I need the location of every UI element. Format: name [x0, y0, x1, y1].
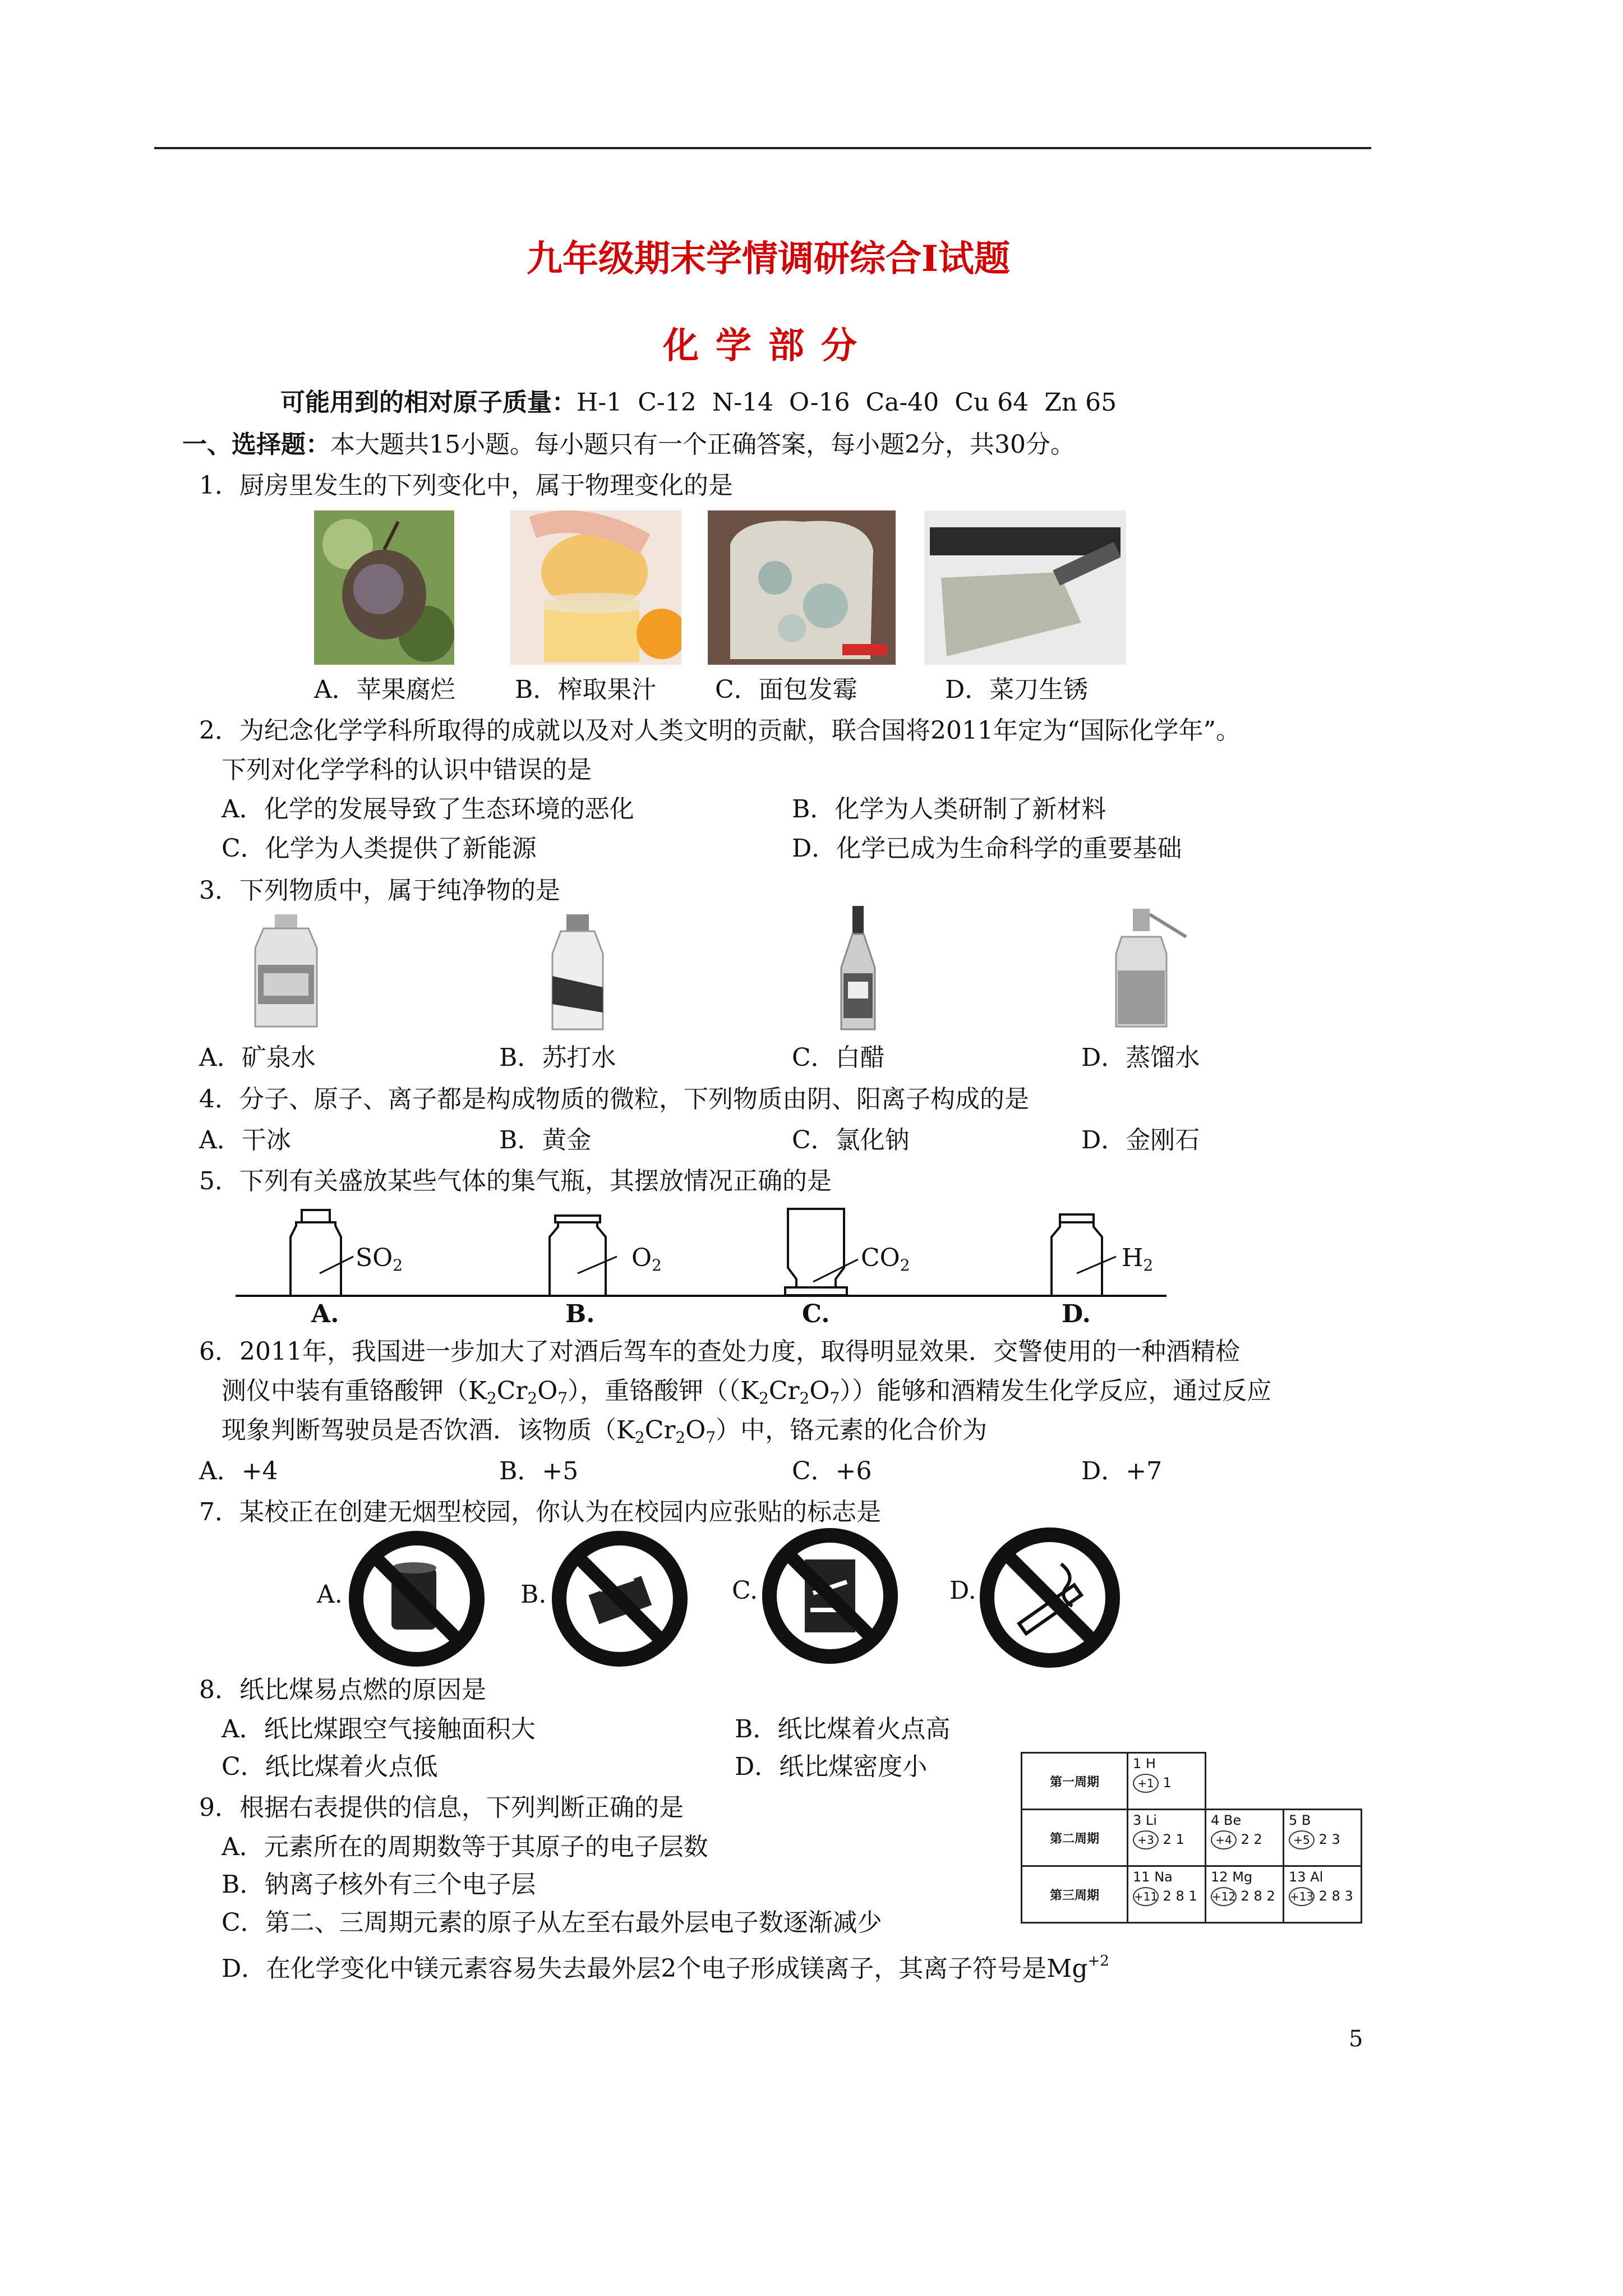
element-cell-be — [1206, 1810, 1284, 1866]
q6-sub: 7 — [829, 1389, 840, 1407]
q6-text: Cr — [644, 1416, 676, 1444]
no-littering-sign-icon — [760, 1526, 900, 1666]
q5-gas-d — [1122, 1243, 1153, 1281]
electron-shells: 2 2 — [1241, 1832, 1262, 1847]
atom-structure-icon: +1 — [1133, 1774, 1159, 1793]
electron-shells: 2 8 3 — [1318, 1888, 1353, 1904]
rotten-apple-image — [314, 510, 454, 665]
gas-b-formula: O — [631, 1244, 652, 1272]
juicer-icon — [510, 510, 681, 665]
q6-option-a: A．+4 — [199, 1457, 278, 1485]
q1-option-c: C．面包发霉 — [715, 675, 857, 704]
period-label: 第二周期 — [1022, 1810, 1128, 1866]
section-desc: 本大题共15小题。每小题只有一个正确答案，每小题2分，共30分。 — [330, 430, 1075, 459]
element-symbol: Al — [1310, 1869, 1324, 1885]
q6-option-b: B．+5 — [499, 1457, 579, 1485]
period-label: 第一周期 — [1022, 1753, 1128, 1810]
gas-c-formula: CO — [861, 1244, 900, 1272]
q5-label-d: D. — [1062, 1300, 1091, 1328]
q9-option-d-superscript: +2 — [1087, 1953, 1109, 1970]
atomic-mass-label: 可能用到的相对原子质量： — [280, 388, 577, 417]
q4-option-c: C．氯化钠 — [792, 1126, 910, 1154]
atom-structure-icon: +13 — [1289, 1887, 1315, 1906]
q6-sub: 2 — [675, 1428, 686, 1447]
element-cell-h — [1128, 1753, 1206, 1810]
q6-sub: 7 — [706, 1428, 716, 1447]
element-cell-al — [1284, 1866, 1362, 1923]
period-row-3 — [1022, 1866, 1362, 1923]
element-symbol: H — [1145, 1756, 1156, 1772]
mineral-water-bottle-icon — [247, 914, 325, 1032]
q7-label-c: C. — [732, 1576, 758, 1605]
bottle-a-upright-icon — [291, 1210, 353, 1296]
bottle-d-upright-icon — [1052, 1214, 1116, 1296]
q5-gas-c — [861, 1243, 910, 1281]
distilled-water-bottle-icon — [1113, 909, 1197, 1032]
q9-option-a: A．元素所在的周期数等于其原子的电子层数 — [222, 1833, 708, 1861]
q4-option-b: B．黄金 — [499, 1126, 592, 1154]
q6-option-d: D．+7 — [1081, 1457, 1163, 1485]
q8-option-d: D．纸比煤密度小 — [735, 1752, 928, 1781]
q7-stem: 7．某校正在创建无烟型校园，你认为在校园内应张贴的标志是 — [199, 1498, 881, 1526]
q8-option-a: A．纸比煤跟空气接触面积大 — [222, 1715, 536, 1743]
gas-c-subscript: 2 — [900, 1256, 910, 1274]
q6-line1: 6．2011年，我国进一步加大了对酒后驾车的查处力度，取得明显效果．交警使用的一种酒精检 — [199, 1337, 1240, 1366]
electron-shells: 2 8 1 — [1163, 1888, 1197, 1904]
q7-label-b: B. — [520, 1580, 547, 1609]
element-cell-b — [1284, 1810, 1362, 1866]
q6-sub: 2 — [486, 1389, 497, 1407]
q2-option-c: C．化学为人类提供了新能源 — [222, 834, 537, 863]
page-number: 5 — [1349, 2026, 1363, 2052]
electron-shells: 2 3 — [1318, 1832, 1340, 1847]
q5-gas-a — [356, 1243, 403, 1281]
q4-option-a: A．干冰 — [199, 1126, 291, 1154]
header-rule — [154, 147, 1371, 149]
q6-text: Cr — [496, 1377, 528, 1405]
q6-text: O — [685, 1416, 706, 1444]
q6-sub: 2 — [799, 1389, 810, 1407]
atom-structure-icon: +5 — [1289, 1830, 1315, 1849]
page-subtitle: 化学部分 — [663, 325, 874, 367]
q9-option-d — [222, 1945, 1109, 1985]
soda-water-bottle-icon — [547, 914, 608, 1032]
q8-stem: 8．纸比煤易点燃的原因是 — [199, 1676, 486, 1704]
q6-text: ））能够和酒精发生化学反应，通过反应 — [840, 1377, 1272, 1405]
no-smoking-sign-icon — [977, 1525, 1123, 1671]
q6-text: ）中，铬元素的化合价为 — [716, 1416, 988, 1444]
q6-sub: 2 — [759, 1389, 769, 1407]
q6-text: 现象判断驾驶员是否饮酒．该物质（K — [222, 1416, 635, 1444]
rusty-knife-image — [924, 510, 1126, 665]
section-heading: 一、选择题： — [182, 430, 330, 459]
element-cell-li — [1128, 1810, 1206, 1866]
q1-stem: 1．厨房里发生的下列变化中，属于物理变化的是 — [199, 471, 733, 500]
q5-stem: 5．下列有关盛放某些气体的集气瓶，其摆放情况正确的是 — [199, 1167, 832, 1195]
q9-stem: 9．根据右表提供的信息，下列判断正确的是 — [199, 1793, 684, 1822]
electron-shells: 2 1 — [1163, 1832, 1184, 1847]
q2-option-b: B．化学为人类研制了新材料 — [792, 795, 1106, 823]
q2-stem-line2: 下列对化学学科的认识中错误的是 — [222, 756, 592, 784]
q9-option-d-text: D．在化学变化中镁元素容易失去最外层2个电子形成镁离子，其离子符号是Mg — [222, 1954, 1088, 1983]
atom-structure-icon: +11 — [1133, 1887, 1159, 1906]
period-row-1 — [1022, 1753, 1362, 1810]
atomic-mass-values: H-1 C-12 N-14 O-16 Ca-40 Cu 64 Zn 65 — [577, 388, 1117, 417]
q9-option-c: C．第二、三周期元素的原子从左至右最外层电子数逐渐减少 — [222, 1908, 882, 1937]
empty-cell — [1206, 1753, 1284, 1810]
element-number: 11 — [1133, 1869, 1150, 1885]
q1-option-a: A．苹果腐烂 — [314, 675, 455, 704]
element-symbol: Na — [1154, 1869, 1173, 1885]
element-number: 4 — [1211, 1812, 1220, 1828]
white-vinegar-bottle-icon — [836, 906, 880, 1032]
gas-a-subscript: 2 — [393, 1256, 403, 1274]
element-number: 3 — [1133, 1812, 1142, 1828]
q7-label-d: D. — [949, 1576, 976, 1605]
element-number: 12 — [1211, 1869, 1228, 1885]
gas-b-subscript: 2 — [652, 1256, 662, 1274]
element-symbol: Be — [1223, 1812, 1242, 1828]
q6-line3 — [222, 1415, 987, 1453]
moldy-bread-image — [708, 510, 896, 665]
q4-option-d: D．金刚石 — [1081, 1126, 1200, 1154]
period-label: 第三周期 — [1022, 1866, 1128, 1923]
q6-text: O — [537, 1377, 558, 1405]
q8-option-b: B．纸比煤着火点高 — [735, 1715, 951, 1743]
q6-sub: 2 — [634, 1428, 645, 1447]
element-symbol: Mg — [1232, 1869, 1253, 1885]
q6-line2 — [222, 1375, 1271, 1414]
page-title: 九年级期末学情调研综合Ⅰ试题 — [527, 238, 1010, 280]
q7-label-a: A. — [317, 1580, 343, 1609]
q5-label-c: C. — [802, 1300, 830, 1328]
q1-option-d: D．菜刀生锈 — [945, 675, 1089, 704]
juicer-image — [510, 510, 681, 665]
element-symbol: B — [1301, 1812, 1311, 1828]
gas-d-formula: H — [1122, 1244, 1144, 1272]
rusty-knife-icon — [924, 510, 1126, 665]
q3-option-b: B．苏打水 — [499, 1043, 616, 1072]
electron-shells: 1 — [1163, 1775, 1172, 1791]
q3-option-c: C．白醋 — [792, 1043, 885, 1072]
element-symbol: Li — [1145, 1812, 1157, 1828]
q5-label-b: B. — [565, 1300, 595, 1328]
q2-option-a: A．化学的发展导致了生态环境的恶化 — [222, 795, 634, 823]
element-number: 5 — [1289, 1812, 1298, 1828]
q6-sub: 7 — [557, 1389, 568, 1407]
period-row-2 — [1022, 1810, 1362, 1866]
atom-structure-icon: +3 — [1133, 1830, 1159, 1849]
gas-d-subscript: 2 — [1143, 1256, 1154, 1274]
q1-option-b: B．榨取果汁 — [515, 675, 657, 704]
q2-stem-line1: 2．为纪念化学学科所取得的成就以及对人类文明的贡献，联合国将2011年定为“国际化学年”。 — [199, 716, 1241, 745]
empty-cell — [1284, 1753, 1362, 1810]
element-number: 1 — [1133, 1756, 1142, 1772]
q9-option-b: B．钠离子核外有三个电子层 — [222, 1870, 536, 1899]
no-garbage-sign-icon — [347, 1529, 487, 1669]
q3-stem: 3．下列物质中，属于纯净物的是 — [199, 876, 560, 905]
electron-shells: 2 8 2 — [1241, 1888, 1275, 1904]
q8-option-c: C．纸比煤着火点低 — [222, 1752, 438, 1781]
section-heading-line — [182, 429, 1075, 461]
q6-option-c: C．+6 — [792, 1457, 872, 1485]
gas-a-formula: SO — [356, 1244, 393, 1272]
atom-structure-icon: +12 — [1211, 1887, 1237, 1906]
q6-text: ），重铬酸钾（（K — [568, 1377, 759, 1405]
q6-text: 测仪中装有重铬酸钾（K — [222, 1377, 487, 1405]
atom-structure-icon: +4 — [1211, 1830, 1237, 1849]
atomic-mass-line — [280, 387, 1117, 418]
q3-option-d: D．蒸馏水 — [1081, 1043, 1200, 1072]
q6-sub: 2 — [527, 1389, 538, 1407]
moldy-bread-icon — [708, 510, 896, 665]
rotten-apple-icon — [314, 510, 454, 665]
q5-label-a: A. — [311, 1300, 339, 1328]
element-cell-mg — [1206, 1866, 1284, 1923]
periodic-table-fragment — [1021, 1752, 1362, 1924]
bottle-c-inverted-icon — [785, 1209, 858, 1295]
q4-stem: 4．分子、原子、离子都是构成物质的微粒，下列物质由阴、阳离子构成的是 — [199, 1085, 1029, 1114]
q5-gas-b — [631, 1243, 662, 1281]
q2-option-d: D．化学已成为生命科学的重要基础 — [792, 834, 1182, 863]
q3-option-a: A．矿泉水 — [199, 1043, 316, 1072]
q6-text: O — [809, 1377, 830, 1405]
element-number: 13 — [1289, 1869, 1306, 1885]
q6-text: Cr — [768, 1377, 800, 1405]
bottle-b-upright-icon — [550, 1216, 617, 1296]
no-matches-sign-icon — [550, 1529, 690, 1669]
element-cell-na — [1128, 1866, 1206, 1923]
